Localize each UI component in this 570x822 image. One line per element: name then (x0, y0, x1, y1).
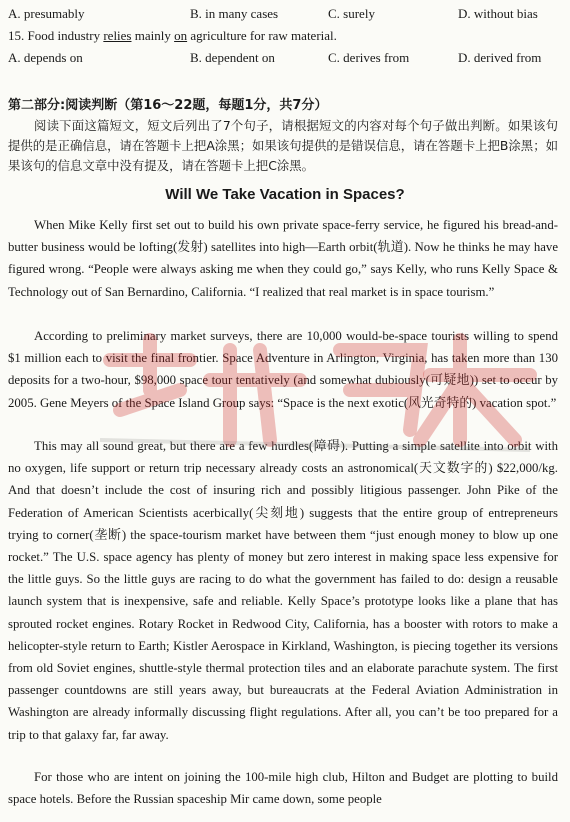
article-paragraph-1: When Mike Kelly first set out to build his own private space-ferry service, he figured his bread-and-butter business would be lofting(发射) satellites into high—Earth orbit(轨道). Now he thinks he may have figured wrong. “People were always asking me when they could go,” says Kelly, who runs Kelly Space & Technology out of San Bernardino, California. “I realized that real market is in space tourism.” (8, 218, 558, 299)
section-heading: 第二部分:阅读判断（第16～22题，每题1分，共7分） (8, 98, 328, 113)
article-title: Will We Take Vacation in Spaces? (165, 186, 405, 203)
option-a: A. depends on (8, 50, 83, 65)
option-c: C. derives from (328, 50, 410, 65)
question-15: 15. Food industry relies mainly on agriculture for raw material. (8, 28, 337, 43)
underlined-word-on: on (174, 28, 188, 43)
underlined-word-relies: relies (103, 28, 132, 43)
option-d: D. derived from (458, 50, 542, 65)
article-paragraph-3: This may all sound great, but there are a few hurdles(障碍). Putting a simple satellite into orbit with no oxygen, life support or return trip necessary already costs an astronomical(天文数字的) $22,000/kg. And that doesn’t include the cost of insuring rich and possibly litigious passenger. John Pike of the Federation of American Scientists acerbically(尖刻地) suggests that the entire group of entrepreneurs trying to corner(垄断) the space-tourism market have between them “just enough money to blow up one rocket.” The U.S. space agency has plenty of money but zero interest in making space less expensive for the little guys. So the little guys are racing to do what the government has failed to do: design a reusable launch system that is inexpensive, safe and reliable. Kelly Space’s prototype looks like a plane that has sprouted rocket engines. Rotary Rocket in Redwood City, California, has a booster with rotors to make a helicopter-style return to Earth; Kistler Aerospace in Kirkland, Washington, is piecing together its versions from old Soviet engines, shuttle-style thermal protection tiles and an elaborate parachute system. The first passenger countdowns are still years away, but bureaucrats at the Federal Aviation Administration in Washington are already informally discussing flight regulations. After all, you can’t be too prepared for a trip to that galaxy far, far away. (8, 439, 558, 742)
question-14-options (8, 5, 560, 23)
option-a: A. presumably (8, 6, 85, 21)
option-b: B. in many cases (190, 6, 279, 21)
option-c: C. surely (328, 6, 375, 21)
option-d: D. without bias (458, 6, 538, 21)
article-paragraph-4: For those who are intent on joining the 100-mile high club, Hilton and Budget are plotting to build space hotels. Before the Russian spaceship Mir came down, some people (8, 770, 558, 807)
instructions: 阅读下面这篇短文，短文后列出了7个句子，请根据短文的内容对每个句子做出判断。如果该句提供的是正确信息，请在答题卡上把A涂黑；如果该句提供的是错误信息，请在答题卡上把B涂黑；如果该句的信息文章中没有提及，请在答题卡上把C涂黑。 (8, 118, 558, 173)
question-15-options (8, 49, 560, 67)
article-paragraph-2: According to preliminary market surveys, there are 10,000 would-be-space tourists willing to spend $1 million each to visit the final frontier. Space Adventure in Arlington, Virginia, has taken more than 130 deposits for a two-hour, $98,000 space tour tentatively (and somewhat dubiously(可疑地)) set to occur by 2005. Gene Meyers of the Space Island Group says: “Space is the next exotic(风光奇特的) vacation spot.” (8, 329, 558, 410)
option-b: B. dependent on (190, 50, 275, 65)
